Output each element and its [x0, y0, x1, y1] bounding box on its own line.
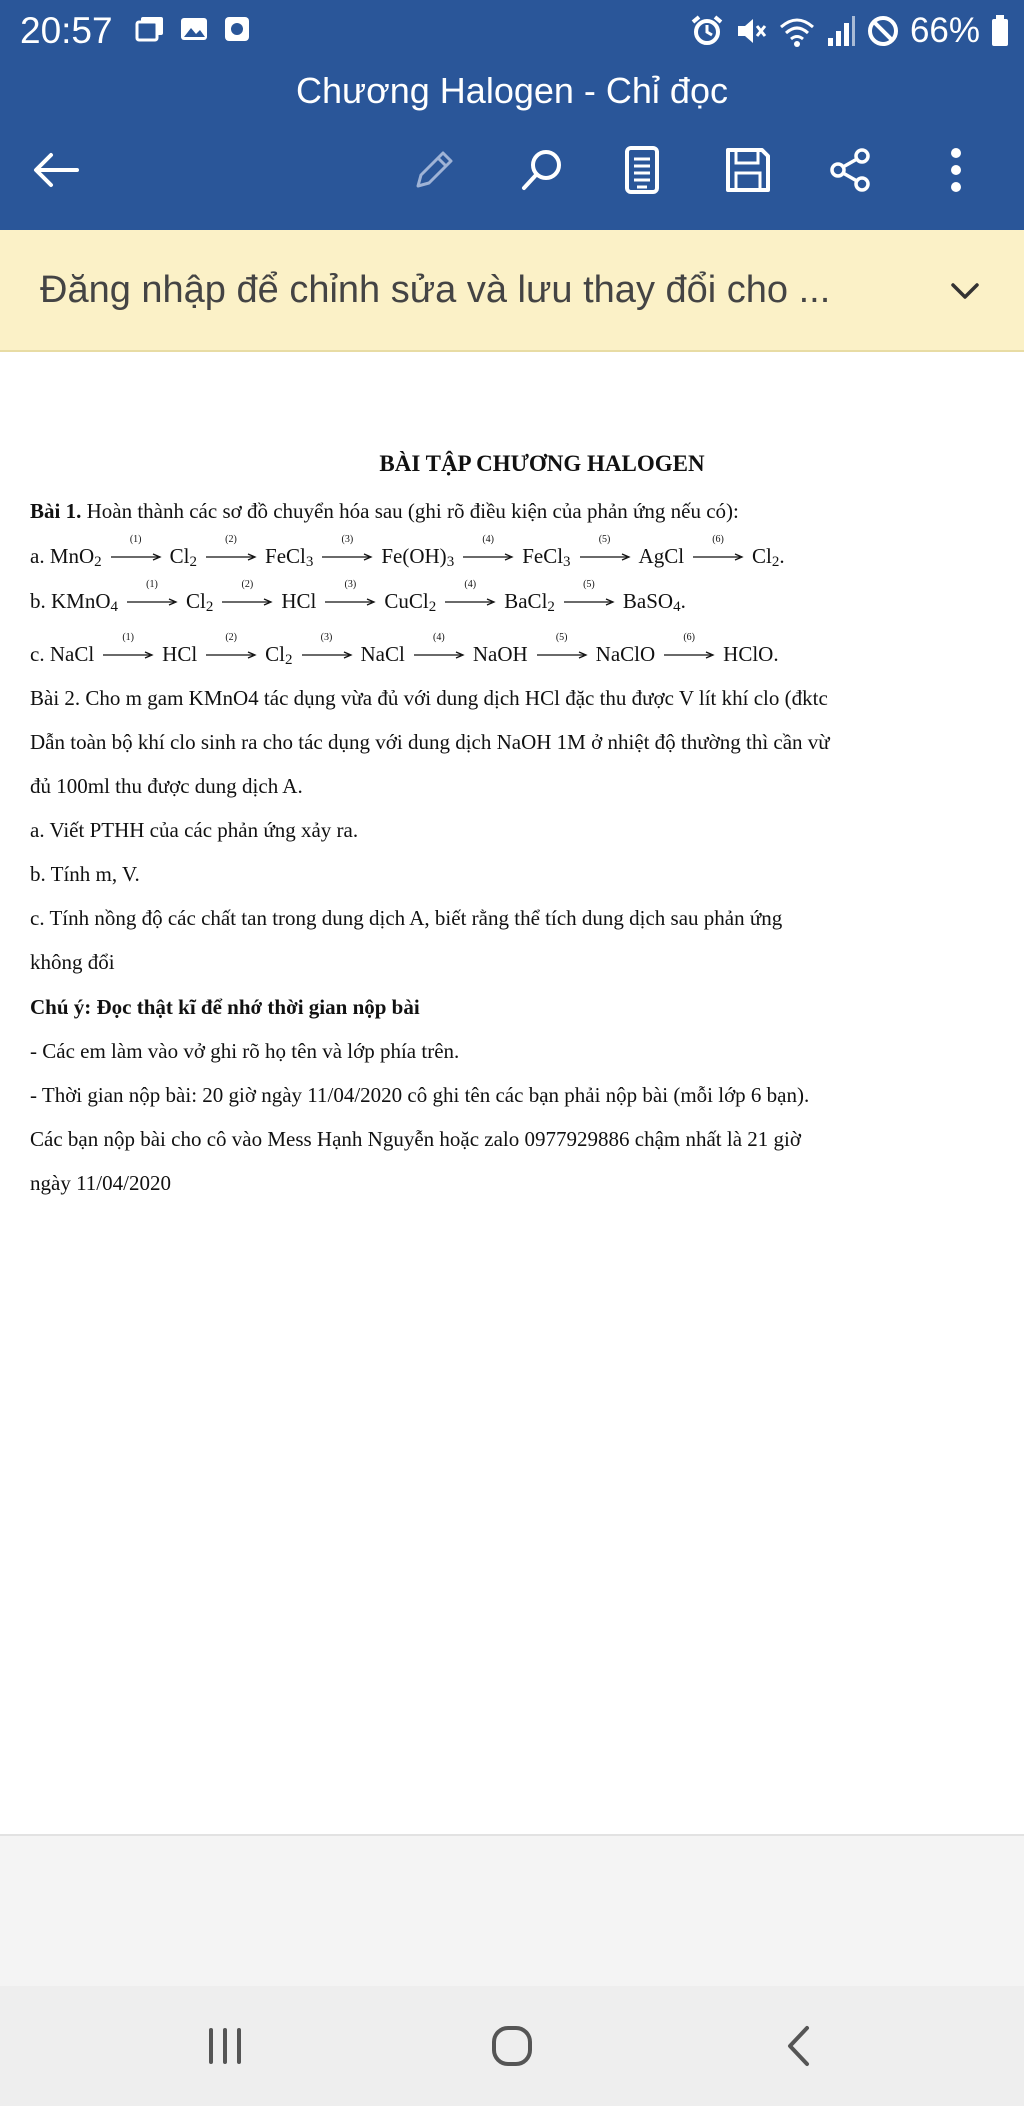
reaction-arrow	[663, 632, 715, 659]
scheme-c	[30, 632, 779, 669]
bai2-line-1: Bài 2. Cho m gam KMnO4 tác dụng vừa đủ với dung dịch HCl đặc thu được V lít khí clo (đktc	[30, 686, 828, 710]
edit-button[interactable]	[402, 135, 466, 205]
reaction-step-label: (1)	[146, 579, 158, 591]
reaction-arrow	[324, 579, 376, 606]
scheme-compound: $Cl_2$	[169, 544, 198, 570]
reaction-step-label: (1)	[129, 534, 142, 546]
reaction-arrow	[579, 534, 631, 561]
wifi-icon	[778, 14, 816, 48]
toolbar	[0, 135, 1024, 205]
scheme-compound: NaCl	[49, 642, 95, 666]
note-title: Chú ý: Đọc thật kĩ để nhớ thời gian nộp bài	[30, 995, 420, 1019]
notification-icon	[223, 15, 251, 43]
message-icon	[135, 15, 165, 43]
signal-icon	[826, 14, 856, 48]
scheme-prefix: b.	[30, 589, 51, 613]
status-right	[690, 8, 1010, 54]
pencil-icon	[410, 146, 458, 194]
reaction-arrow	[110, 534, 162, 561]
reading-view-icon	[622, 145, 662, 195]
reaction-arrow	[102, 632, 154, 659]
gallery-icon	[179, 15, 209, 43]
reaction-step-label: (5)	[583, 579, 595, 591]
scheme-compound: CuCl$_2$	[384, 589, 437, 615]
search-button[interactable]	[510, 135, 574, 205]
reaction-step-label: (5)	[598, 534, 611, 546]
reaction-step-label: (3)	[341, 534, 354, 546]
reaction-step-label: (2)	[225, 632, 237, 644]
reaction-arrow	[205, 632, 257, 659]
status-time: 20:57	[20, 10, 113, 51]
battery-icon	[990, 14, 1010, 48]
bai2-line-3: đủ 100ml thu được dung dịch A.	[30, 774, 303, 798]
recent-apps-icon	[203, 2026, 247, 2066]
scheme-compound: NaOH	[472, 642, 528, 666]
more-options-button[interactable]	[924, 135, 988, 205]
document-title: Chương Halogen - Chỉ đọc	[296, 70, 728, 111]
note-line-3: Các bạn nộp bài cho cô vào Mess Hạnh Nguyễn hoặc zalo 0977929886 chậm nhất là 21 giờ	[30, 1127, 801, 1151]
bai2-line-2: Dẫn toàn bộ khí clo sinh ra cho tác dụng với dung dịch NaOH 1M ở nhiệt độ thường thì cần vừ	[30, 730, 830, 754]
share-icon	[826, 146, 874, 194]
search-icon	[518, 146, 566, 194]
reaction-arrow	[536, 632, 588, 659]
scheme-compound: $Cl_2$.	[752, 544, 785, 570]
scheme-b	[30, 579, 686, 616]
app-bar	[0, 0, 1024, 230]
reaction-arrow	[205, 534, 257, 561]
reaction-step-label: (6)	[683, 632, 695, 644]
save-icon	[724, 146, 772, 194]
scheme-compound: NaClO	[595, 642, 656, 666]
reading-view-button[interactable]	[610, 135, 674, 205]
reaction-arrow	[692, 534, 744, 561]
recent-apps-button[interactable]	[185, 2011, 265, 2081]
scheme-prefix: c.	[30, 642, 50, 666]
scheme-compound: BaSO$_4$.	[622, 589, 686, 615]
reaction-arrow	[413, 632, 465, 659]
document-page[interactable]	[0, 352, 1024, 1834]
scheme-compound: HCl	[281, 589, 317, 613]
scheme-compound: KMnO$_4$	[51, 589, 119, 615]
reaction-step-label: (3)	[320, 632, 333, 644]
reaction-step-label: (4)	[464, 579, 477, 591]
reaction-arrow	[221, 579, 273, 606]
home-icon	[489, 2023, 535, 2069]
note-line-4: ngày 11/04/2020	[30, 1171, 171, 1195]
scheme-prefix: a.	[30, 544, 50, 568]
scheme-compound: NaCl	[360, 642, 405, 666]
scheme-compound: MnO$_2$	[49, 544, 102, 570]
reaction-arrow	[321, 534, 373, 561]
back-arrow-icon	[31, 150, 81, 190]
reaction-step-label: (2)	[241, 579, 254, 591]
save-button[interactable]	[716, 135, 780, 205]
scheme-compound: FeCl$_3$	[522, 544, 571, 570]
question-c-line-1: c. Tính nồng độ các chất tan trong dung dịch A, biết rằng thể tích dung dịch sau phản ứng	[30, 906, 783, 930]
nav-back-button[interactable]	[758, 2011, 838, 2081]
question-a: a. Viết PTHH của các phản ứng xảy ra.	[30, 818, 359, 842]
scheme-compound: HClO.	[723, 642, 779, 666]
share-button[interactable]	[818, 135, 882, 205]
scheme-compound: FeCl$_3$	[265, 544, 314, 570]
alarm-icon	[690, 14, 724, 48]
page-gap	[0, 1834, 1024, 1988]
question-b: b. Tính m, V.	[30, 862, 140, 886]
scheme-compound: $Cl_2$	[186, 589, 214, 615]
reaction-arrow	[301, 632, 353, 659]
status-bar	[0, 0, 1024, 62]
chevron-down-icon	[950, 281, 980, 301]
back-button[interactable]	[24, 135, 88, 205]
reaction-arrow	[444, 579, 496, 606]
scheme-compound: AgCl	[638, 544, 685, 568]
do-not-disturb-icon	[866, 14, 900, 48]
more-vertical-icon	[948, 146, 964, 194]
doc-heading: BÀI TẬP CHƯƠNG HALOGEN	[379, 451, 705, 476]
scheme-compound: $Fe(OH)_3$	[381, 544, 455, 570]
home-button[interactable]	[472, 2011, 552, 2081]
banner-expand-button[interactable]	[940, 266, 990, 316]
reaction-step-label: (6)	[712, 534, 724, 546]
mute-icon	[734, 14, 768, 48]
bai1-text: Hoàn thành các sơ đồ chuyển hóa sau (ghi rõ điều kiện của phản ứng nếu có):	[86, 499, 739, 523]
battery-percent: 66%	[909, 11, 980, 50]
reaction-step-label: (5)	[555, 632, 568, 644]
status-left-icons	[135, 15, 251, 43]
reaction-arrow	[563, 579, 615, 606]
reaction-step-label: (4)	[482, 534, 495, 546]
scheme-compound: BaCl$_2$	[504, 589, 555, 615]
reaction-step-label: (1)	[122, 632, 134, 644]
reaction-step-label: (4)	[433, 632, 445, 644]
scheme-a	[30, 534, 785, 571]
system-nav-bar	[0, 1986, 1024, 2106]
sign-in-banner[interactable]	[0, 230, 1024, 352]
back-icon	[783, 2024, 813, 2068]
banner-text: Đăng nhập để chỉnh sửa và lưu thay đổi cho ...	[40, 269, 831, 311]
question-c-line-2: không đổi	[30, 950, 115, 974]
note-line-2: - Thời gian nộp bài: 20 giờ ngày 11/04/2020 cô ghi tên các bạn phải nộp bài (mỗi lớp 6 bạn).	[30, 1083, 810, 1107]
scheme-compound: $Cl_2$	[265, 642, 293, 668]
note-line-1: - Các em làm vào vở ghi rõ họ tên và lớp phía trên.	[30, 1039, 460, 1063]
bai1-line	[30, 496, 739, 526]
reaction-step-label: (3)	[344, 579, 357, 591]
bai1-label: Bài 1.	[30, 499, 82, 523]
reaction-step-label: (2)	[225, 534, 237, 546]
scheme-compound: HCl	[162, 642, 198, 666]
reaction-arrow	[126, 579, 178, 606]
reaction-arrow	[462, 534, 514, 561]
